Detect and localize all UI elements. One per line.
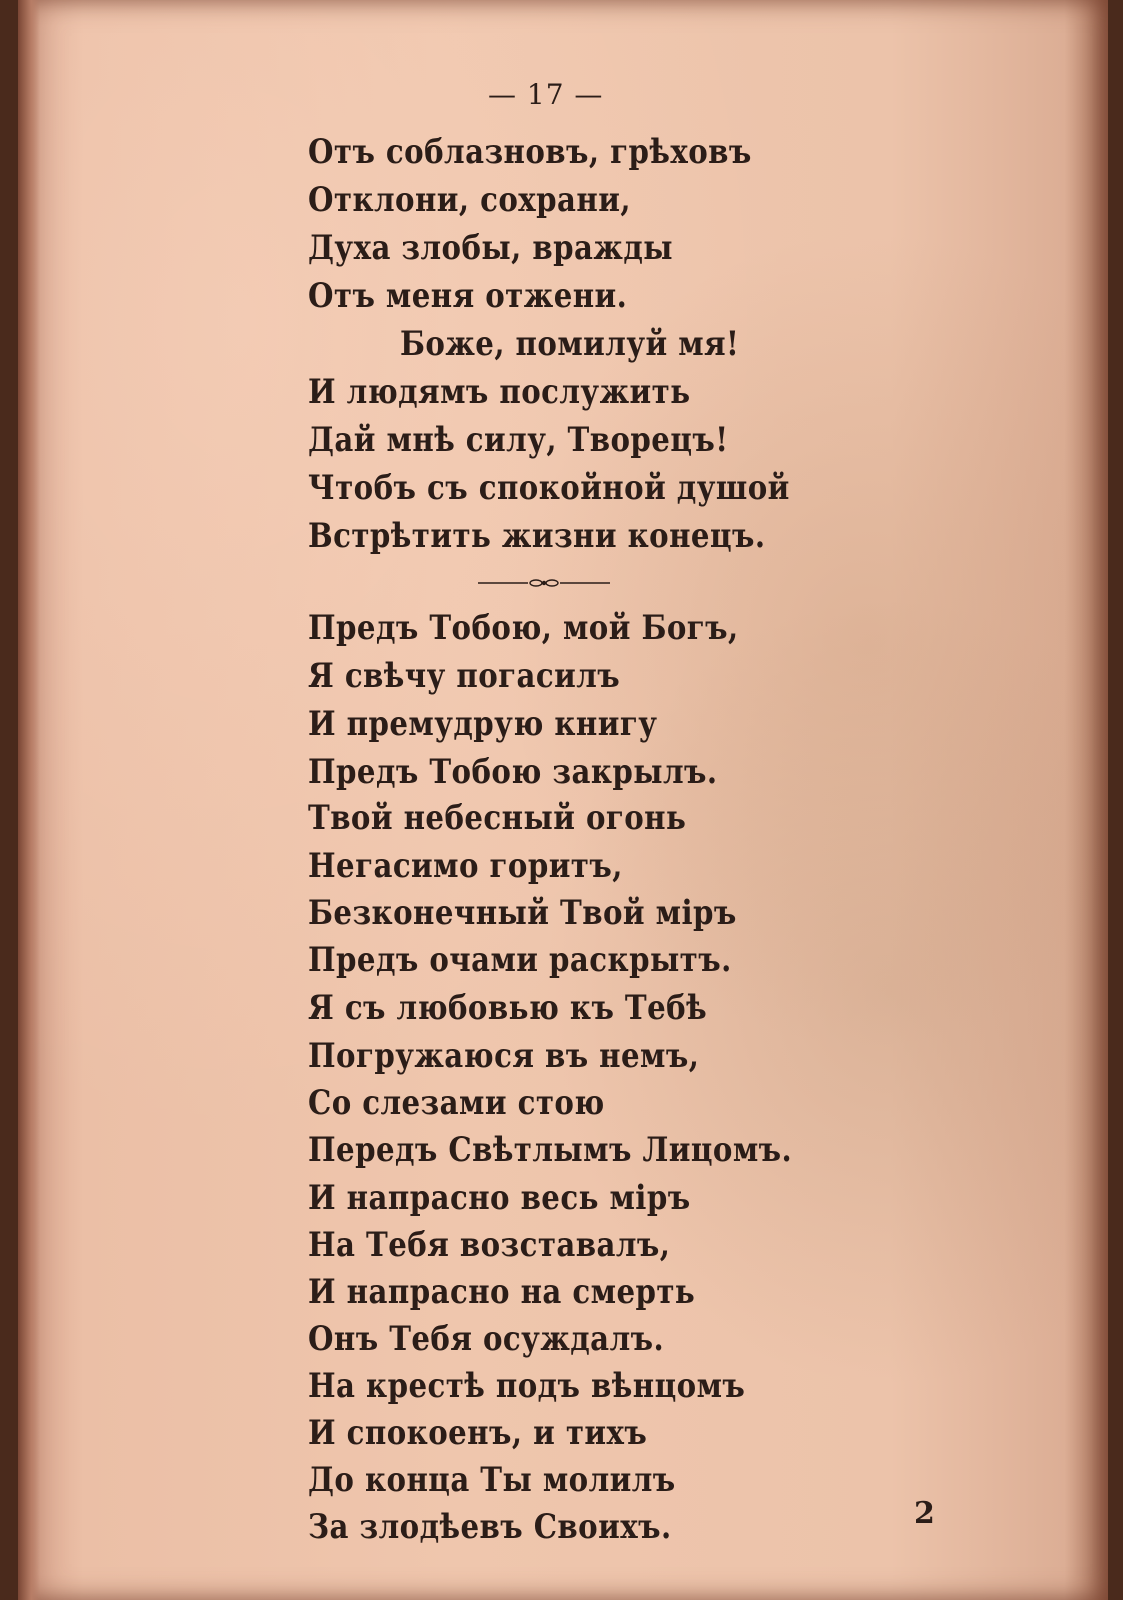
poem-line: Я съ любовью къ Тебѣ xyxy=(308,988,708,1028)
section-divider-ornament xyxy=(478,576,610,590)
poem-line: На Тебя возставалъ, xyxy=(308,1225,671,1265)
poem-line: Твой небесный огонь xyxy=(308,798,687,838)
poem-line: И спокоенъ, и тихъ xyxy=(308,1413,648,1453)
poem-line: За злодѣевъ Своихъ. xyxy=(308,1507,672,1547)
poem-line: Я свѣчу погасилъ xyxy=(308,656,621,696)
poem-line: И премудрую книгу xyxy=(308,704,658,744)
poem-line: И напрасно на смерть xyxy=(308,1272,696,1312)
poem-line: Духа злобы, вражды xyxy=(308,228,674,268)
poem-line: Передъ Свѣтлымъ Лицомъ. xyxy=(308,1130,793,1170)
poem-line: Отклони, сохрани, xyxy=(308,180,631,220)
poem-line: Негасимо горитъ, xyxy=(308,846,623,886)
poem-line: Отъ соблазновъ, грѣховъ xyxy=(308,132,752,172)
poem-line: Чтобъ съ спокойной душой xyxy=(308,468,790,508)
poem-line: Погружаюся въ немъ, xyxy=(308,1036,700,1076)
poem-line: Встрѣтить жизни конецъ. xyxy=(308,516,766,556)
page-number: — 17 — xyxy=(488,78,604,111)
poem-line: И людямъ послужить xyxy=(308,372,691,412)
poem-line: Отъ меня отжени. xyxy=(308,276,628,316)
poem-line: Безконечный Твой міръ xyxy=(308,893,737,933)
book-page xyxy=(18,0,1108,1600)
page-spine-edge xyxy=(18,0,40,1600)
poem-line: Предъ Тобою закрылъ. xyxy=(308,752,718,792)
poem-line: Предъ очами раскрытъ. xyxy=(308,940,732,980)
poem-line: Онъ Тебя осуждалъ. xyxy=(308,1319,665,1359)
poem-line: Дай мнѣ силу, Творецъ! xyxy=(308,420,729,460)
poem-line: Предъ Тобою, мой Богъ, xyxy=(308,608,739,648)
printer-signature-mark: 2 xyxy=(914,1496,935,1531)
poem-line: На крестѣ подъ вѣнцомъ xyxy=(308,1366,746,1406)
poem-refrain: Боже, помилуй мя! xyxy=(400,324,740,364)
poem-line: До конца Ты молилъ xyxy=(308,1460,676,1500)
poem-line: И напрасно весь міръ xyxy=(308,1178,691,1218)
poem-line: Со слезами стою xyxy=(308,1083,605,1123)
